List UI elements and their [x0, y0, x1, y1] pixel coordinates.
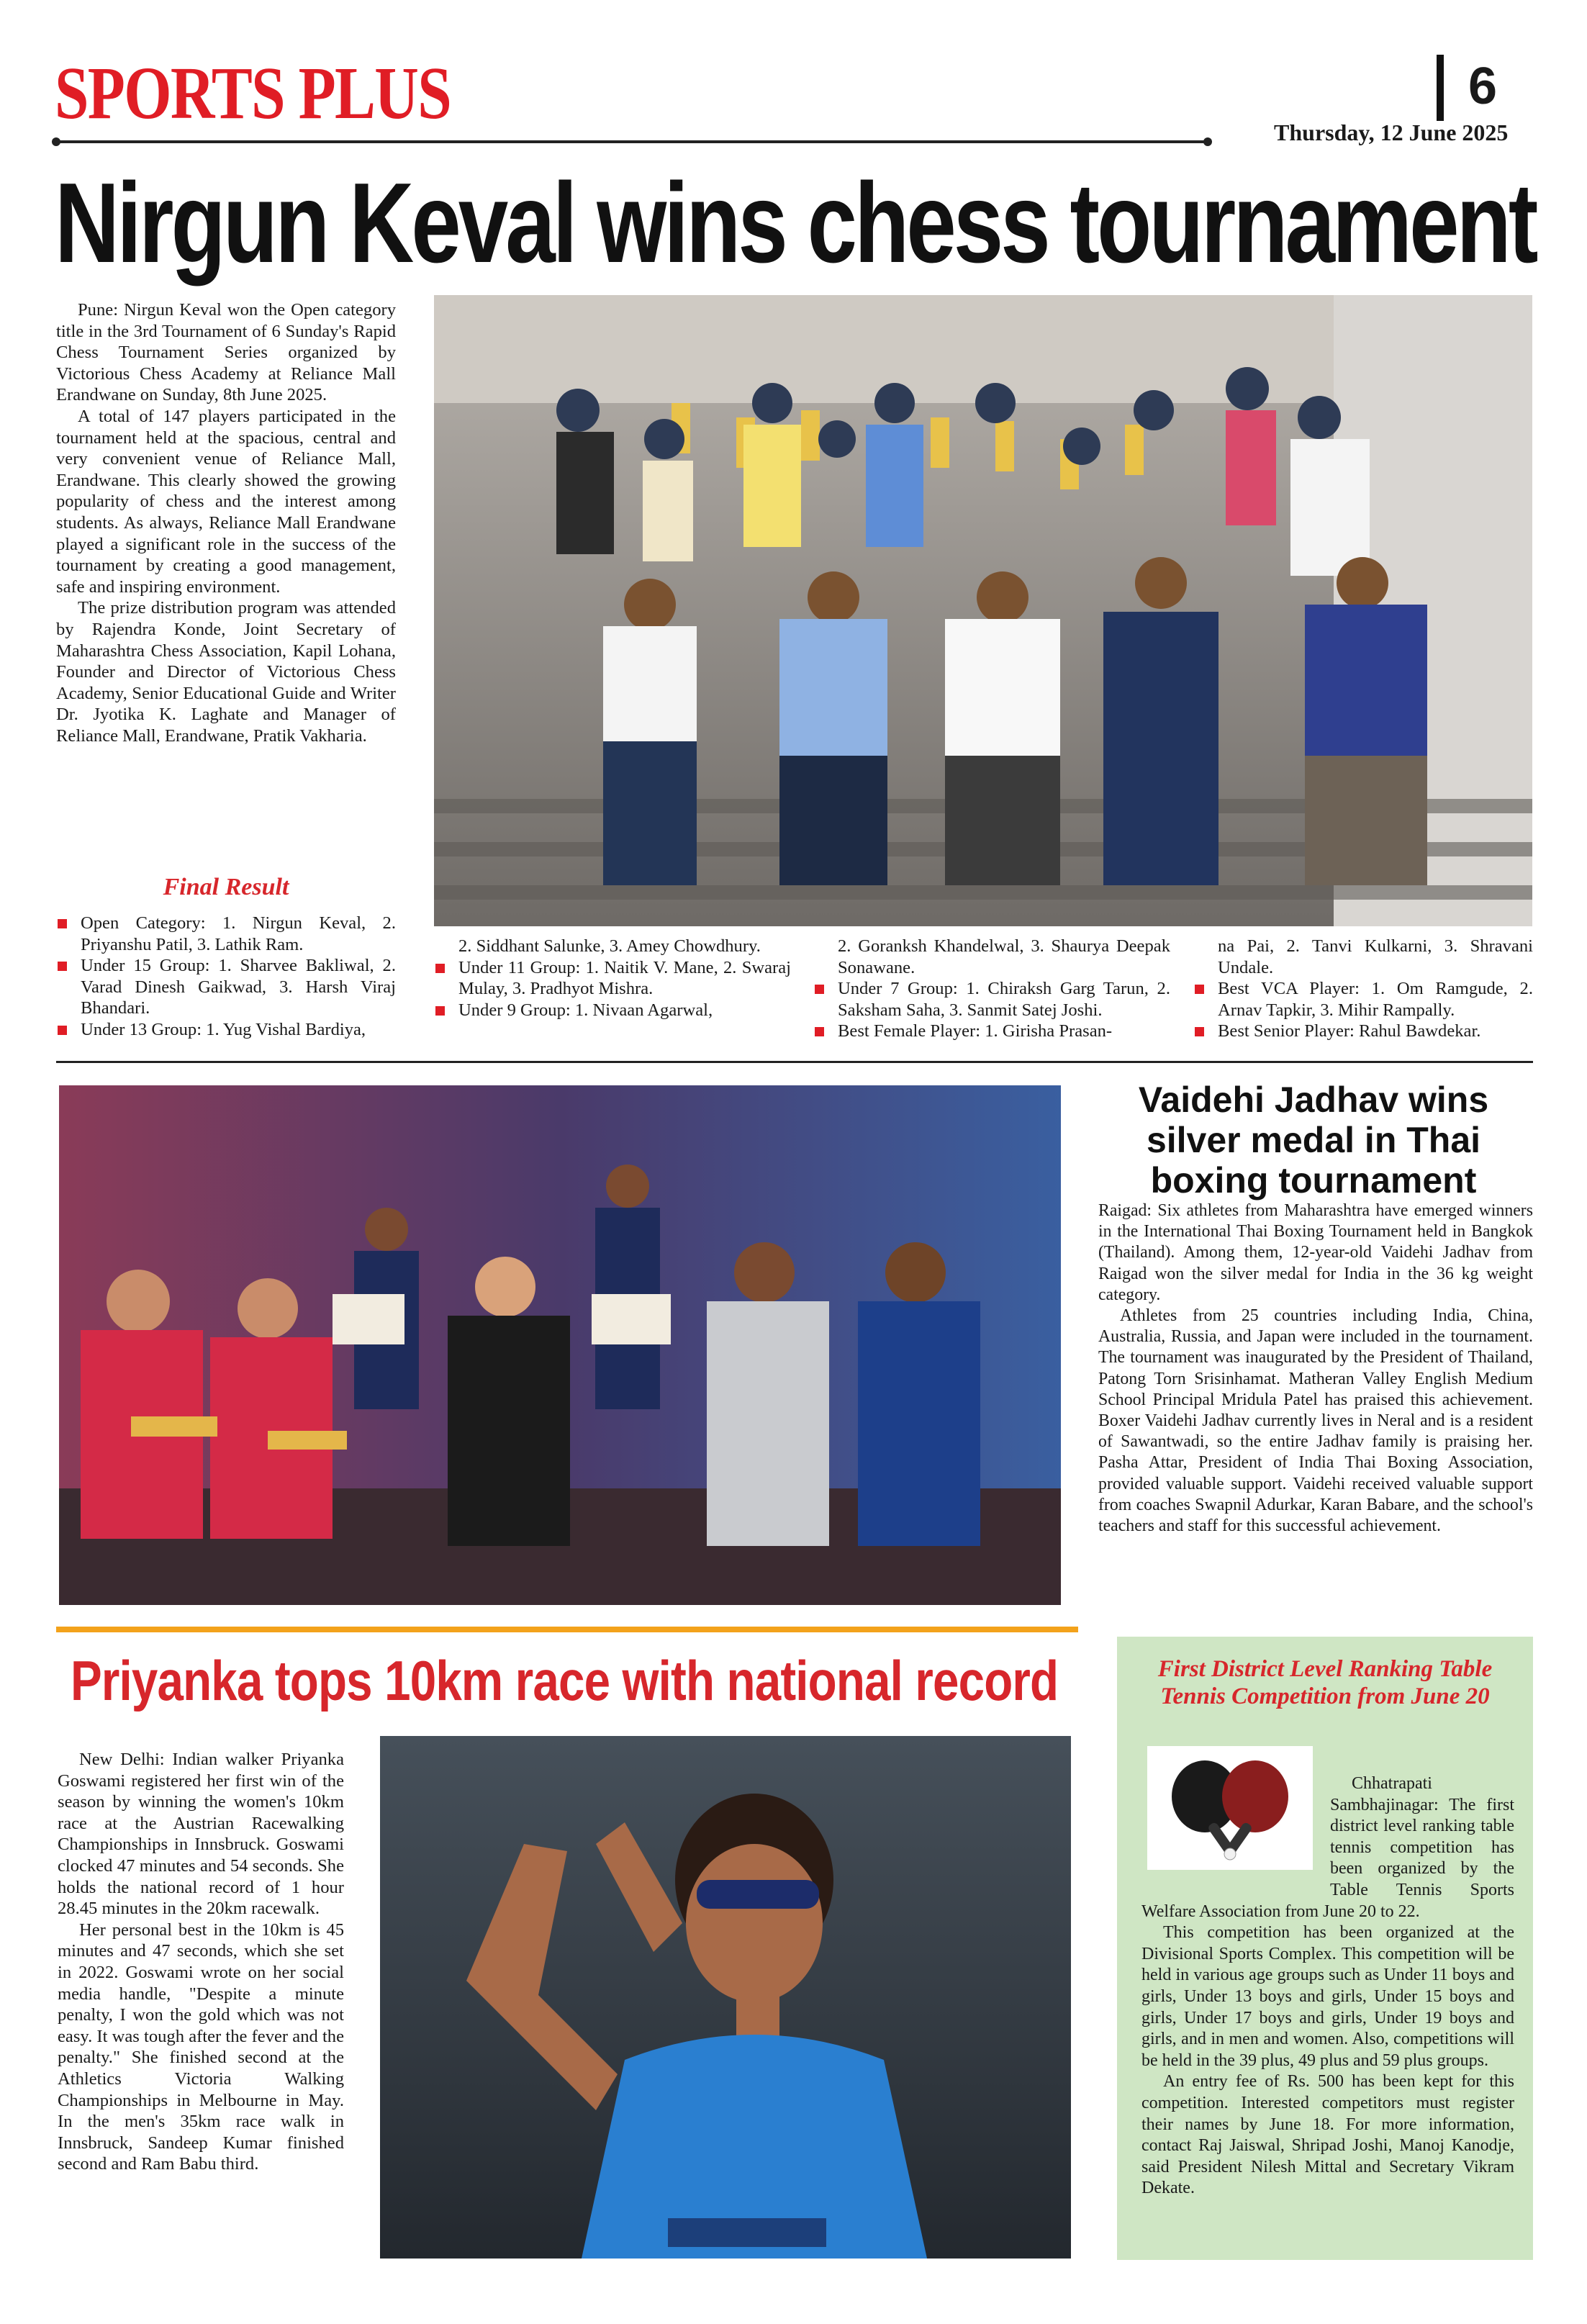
boxing-body: [1098, 1201, 1533, 1537]
bullet-icon: [58, 919, 67, 928]
header-rule: [55, 140, 1206, 143]
bullet-icon: [58, 962, 67, 971]
result-item: Open Category: 1. Nirgun Keval, 2. Priyanshu Patil, 3. Lathik Ram.: [56, 913, 396, 955]
chess-body: [56, 299, 396, 746]
tt-intro: Chhatrapati Sambhajinagar: The first district level ranking table tennis competition has been organized by the Table Tennis Sports Welfare Association from June 20 to 22.: [1141, 1774, 1514, 1921]
issue-date: Thursday, 12 June 2025: [1274, 119, 1509, 145]
page-number: 6: [1468, 58, 1498, 115]
bullet-icon: [435, 1006, 445, 1016]
race-orange-bar: [56, 1627, 1078, 1632]
chess-paragraph: The prize distribution program was attended by Rajendra Konde, Joint Secretary of Maharashtra Chess Association, Kapil Lohana, Founder and Director of Victorious Chess Academy, Senior Educational Guide and Writer Dr. Jyotika K. Laghate and Manager of Reliance Mall, Erandwane, Pratik Vakharia.: [56, 598, 396, 746]
bullet-icon: [815, 1027, 824, 1036]
tt-float-spacer: [1141, 1746, 1330, 1887]
boxing-paragraph: Athletes from 25 countries including India, China, Australia, Russia, and Japan were included in the tournament. The tournament was inaugurated by the President of Thailand, Patong Torn Srisinhamat. Matheran Valley English Medium School Principal Mridula Patel has praised this achievement. Boxer Vaidehi Jadhav currently lives in Neral and is a resident of Sawantwadi, so the entire Jadhav family is praising her. Pasha Attar, President of India Thai Boxing Association, provided valuable support. Vaidehi received valuable support from coaches Swapnil Adurkar, Karan Babare, and the school's teachers and staff for this successful achievement.: [1098, 1306, 1533, 1536]
bullet-icon: [1195, 1027, 1204, 1036]
tt-headline: First District Level Ranking Table Tennis Competition from June 20: [1157, 1656, 1493, 1709]
result-item: Best VCA Player: 1. Om Ramgude, 2. Arnav Tapkir, 3. Mihir Rampally.: [1193, 978, 1533, 1021]
race-photo: [380, 1736, 1071, 2259]
final-result-title: Final Result: [163, 874, 289, 900]
race-body: [58, 1749, 344, 2175]
result-item: Best Female Player: 1. Girisha Prasan-: [813, 1021, 1170, 1042]
tt-paragraph: This competition has been organized at the Divisional Sports Complex. This competition will be held in various age groups such as Under 11 boys and girls, Under 13 boys and girls, Under 15 boys and girls, Under 17 boys and girls, Under 19 boys and girls, and in men and women. Also, competitions will be held in the 39 plus, 49 plus and 59 plus groups.: [1141, 1923, 1514, 2070]
result-item: Best Senior Player: Rahul Bawdekar.: [1193, 1021, 1533, 1042]
result-item: Under 7 Group: 1. Chiraksh Garg Tarun, 2. Saksham Saha, 3. Sanmit Satej Joshi.: [813, 978, 1170, 1021]
result-item: na Pai, 2. Tanvi Kulkarni, 3. Shravani Undale.: [1218, 936, 1533, 977]
page-number-bar: [1437, 55, 1444, 121]
race-headline: Priyanka tops 10km race with national record: [71, 1649, 1059, 1712]
section-divider: [56, 1061, 1533, 1063]
bullet-icon: [58, 1026, 67, 1035]
boxing-paragraph: Raigad: Six athletes from Maharashtra have emerged winners in the International Thai Boxing Tournament held in Bangkok (Thailand). Among them, 12-year-old Vaidehi Jadhav from Raigad won the silver medal for India in the 36 kg weight category.: [1098, 1201, 1533, 1304]
result-item: Under 15 Group: 1. Sharvee Bakliwal, 2. Varad Dinesh Gaikwad, 3. Harsh Viraj Bhandari.: [56, 955, 396, 1019]
result-item: Under 13 Group: 1. Yug Vishal Bardiya,: [56, 1019, 396, 1041]
result-item: Under 9 Group: 1. Nivaan Agarwal,: [434, 1000, 791, 1021]
result-item: 2. Goranksh Khandelwal, 3. Shaurya Deepak Sonawane.: [838, 936, 1170, 977]
race-paragraph: Her personal best in the 10km is 45 minutes and 47 seconds, which she set in 2022. Goswami wrote on her social media handle, "Despite a minute penalty, I won the gold which was not easy. It was tough after the fever and the penalty." She finished second at the Athletics Victoria Walking Championships in Melbourne in May. In the men's 35km race walk in Innsbruck, Sandeep Kumar finished second and Ram Babu third.: [58, 1920, 344, 2174]
chess-paragraph: Pune: Nirgun Keval won the Open category title in the 3rd Tournament of 6 Sunday's Rapid Chess Tournament Series organized by Victorious Chess Academy at Reliance Mall Erandwane on Sunday, 8th June 2025.: [56, 300, 396, 405]
result-item: 2. Siddhant Salunke, 3. Amey Chowdhury.: [458, 936, 761, 956]
boxing-photo: [59, 1085, 1061, 1605]
rule-dot-left: [52, 137, 60, 146]
bullet-icon: [435, 964, 445, 973]
bullet-icon: [815, 985, 824, 994]
tt-body: [1141, 1773, 1514, 2199]
boxing-headline: Vaidehi Jadhav wins silver medal in Thai boxing tournament: [1138, 1080, 1489, 1201]
chess-headline: Nirgun Keval wins chess tournament: [55, 160, 1536, 286]
results-column-2: [434, 936, 791, 1021]
tt-paragraph: An entry fee of Rs. 500 has been kept for this competition. Interested competitors must register their names by June 18. For more information, contact Raj Jaiswal, Shripad Joshi, Manoj Kanodje, said President Nilesh Mittal and Secretary Vikram Dekate.: [1141, 2072, 1514, 2198]
chess-group-photo: [434, 295, 1532, 926]
chess-paragraph: A total of 147 players participated in the tournament held at the spacious, central and very convenient venue of Reliance Mall, Erandwane. This clearly showed the growing popularity of chess and the interest among students. As always, Reliance Mall Erandwane played a significant role in the success of the tournament by creating a good management, safe and inspiring environment.: [56, 406, 396, 597]
results-column-4: [1193, 936, 1533, 1042]
result-item: Under 11 Group: 1. Naitik V. Mane, 2. Swaraj Mulay, 3. Pradhyot Mishra.: [434, 957, 791, 1000]
results-column-1: [56, 913, 396, 1041]
bullet-icon: [1195, 985, 1204, 994]
section-masthead: SPORTS PLUS: [55, 52, 451, 135]
results-column-3: [813, 936, 1170, 1042]
race-paragraph: New Delhi: Indian walker Priyanka Goswami registered her first win of the season by winning the women's 10km race at the Austrian Racewalking Championships in Innsbruck. Goswami clocked 47 minutes and 54 seconds. She holds the national record of 1 hour 28.45 minutes in the 20km racewalk.: [58, 1750, 344, 1919]
rule-dot-right: [1203, 137, 1212, 146]
